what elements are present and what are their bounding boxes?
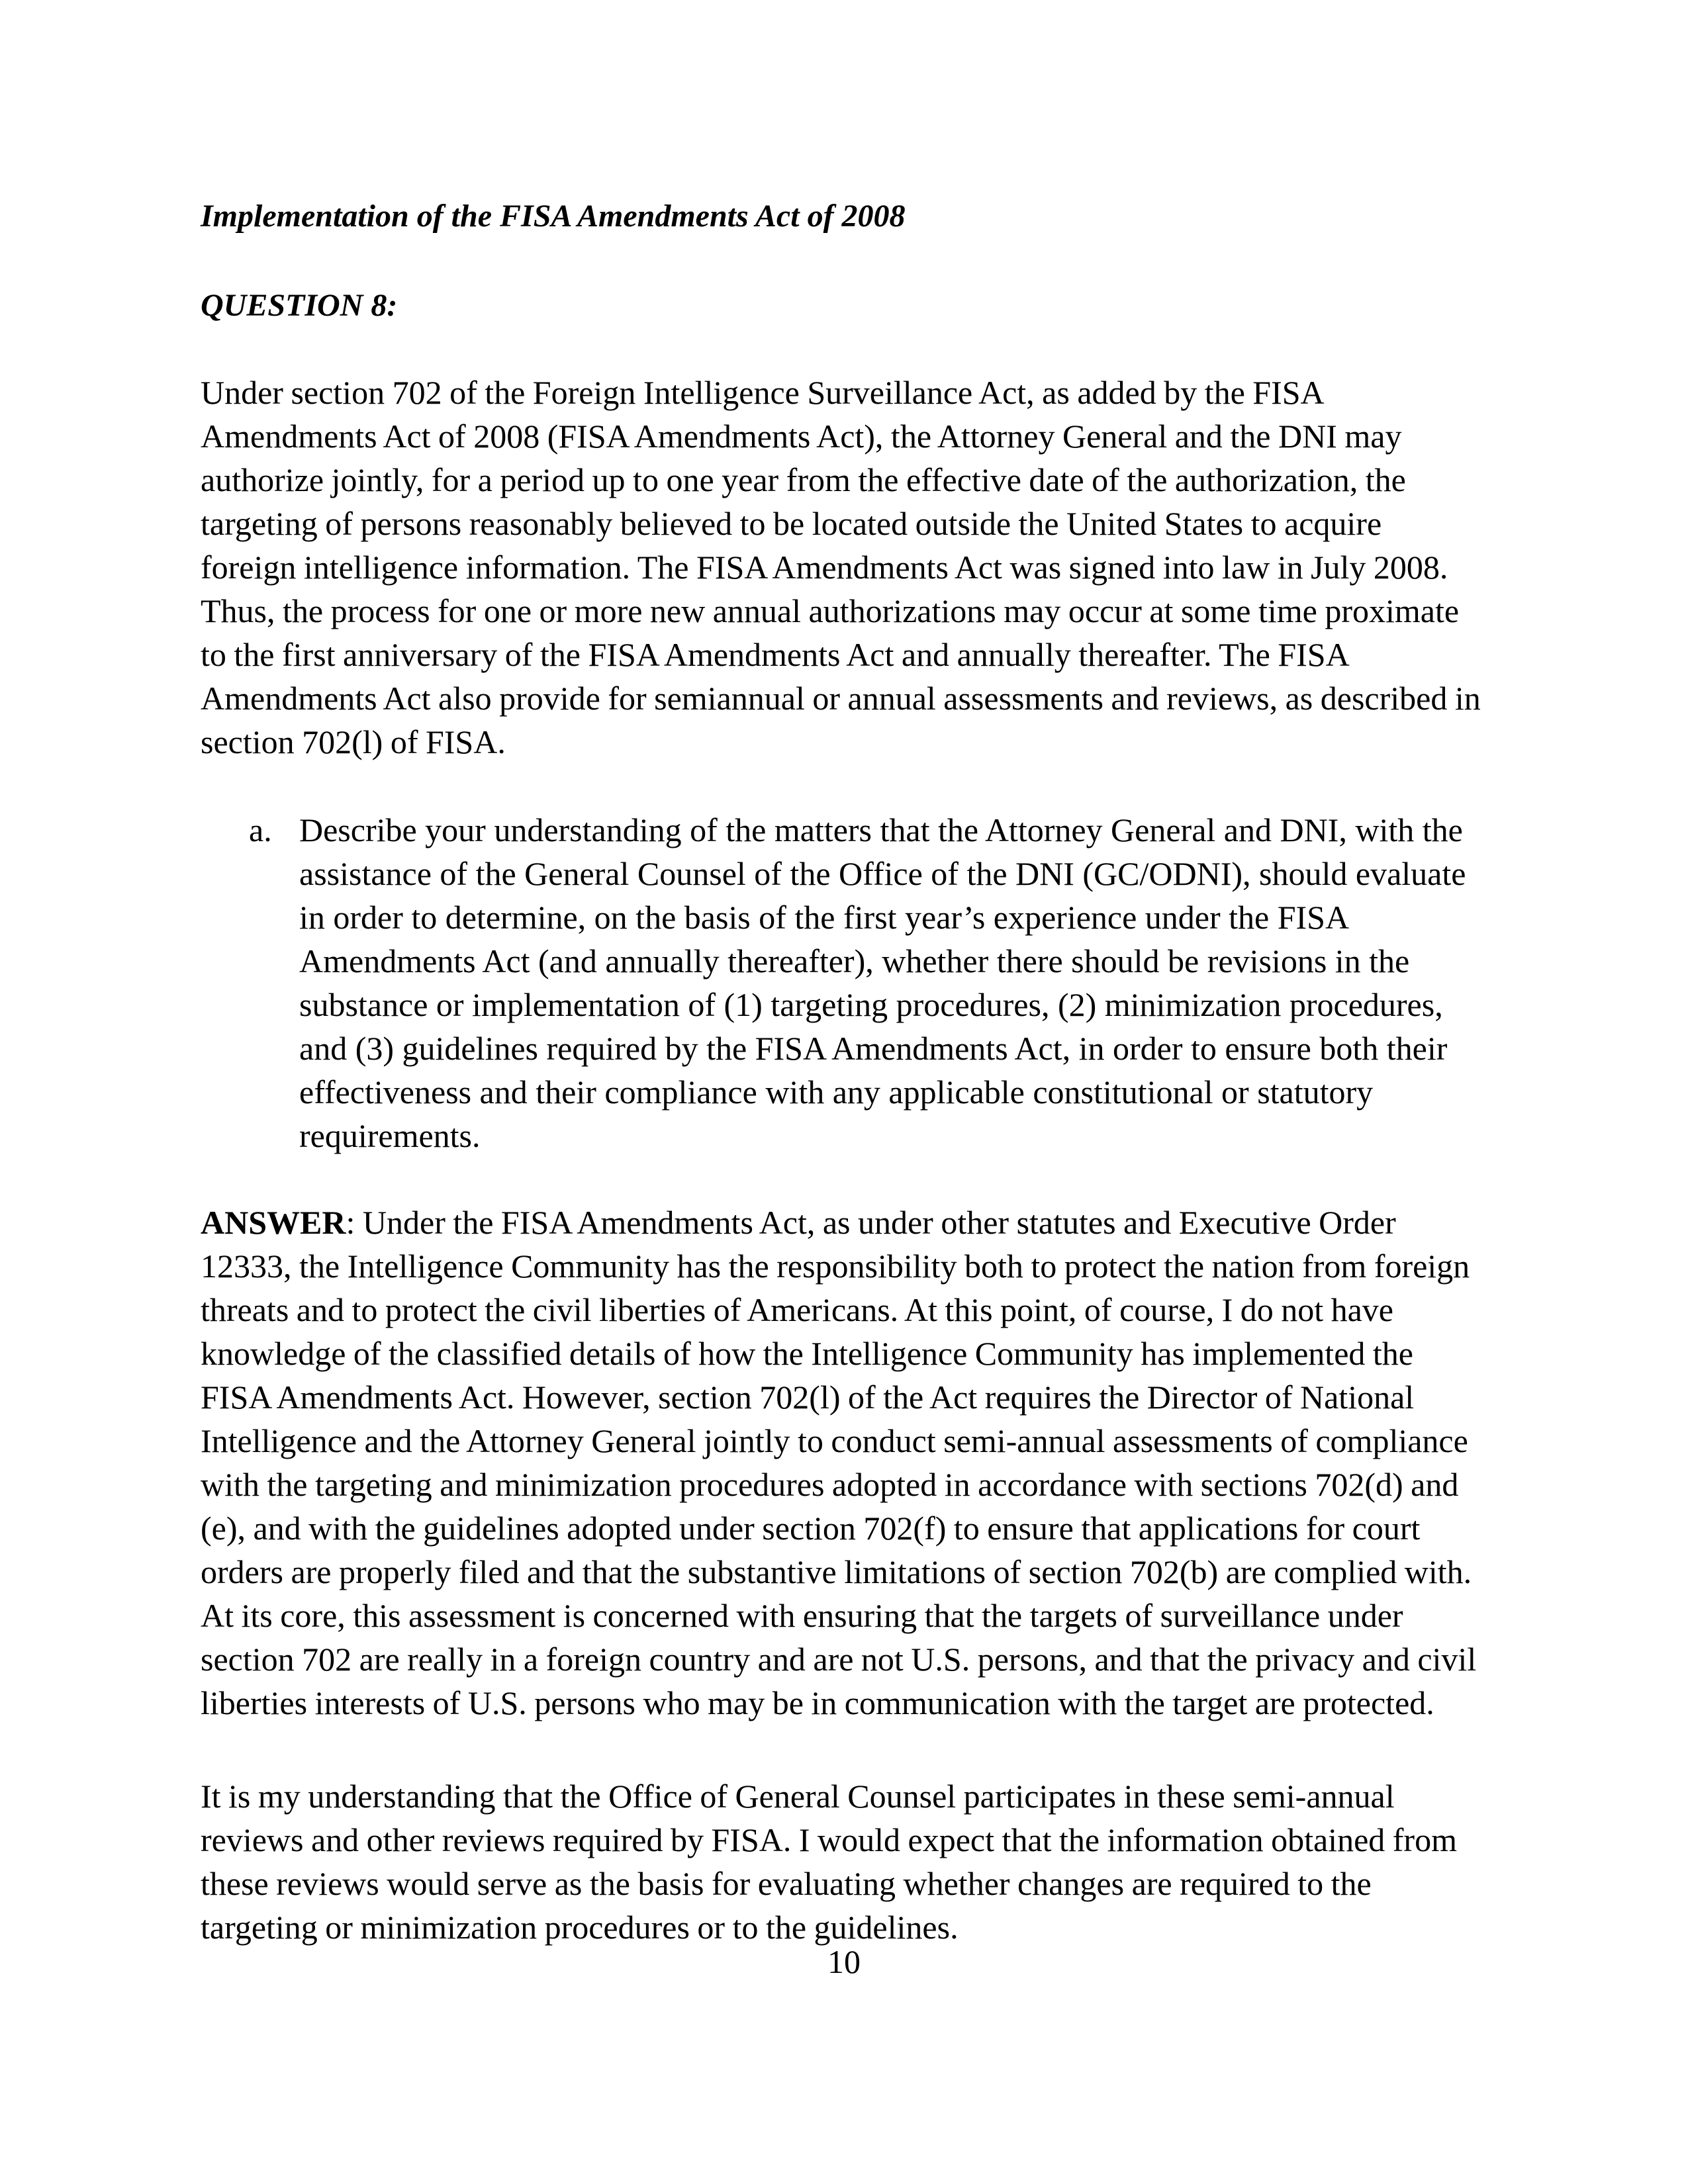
sub-question-list [249,808,1493,1158]
text-line: knowledge of the classified details of how the Intelligence Community has implemented the [201,1335,1413,1372]
question-label: QUESTION 8: [201,288,398,323]
text-line: Intelligence and the Attorney General jointly to conduct semi-annual assessments of compliance [201,1422,1468,1459]
text-line: Amendments Act (and annually thereafter), whether there should be revisions in the [299,942,1410,979]
answer-followup-paragraph [201,1774,1491,1949]
text-line: assistance of the General Counsel of the Office of the DNI (GC/ODNI), should evaluate [299,855,1466,892]
text-line: foreign intelligence information. The FISA Amendments Act was signed into law in July 2008. [201,549,1448,586]
text-line: orders are properly filed and that the substantive limitations of section 702(b) are complied with. [201,1553,1472,1590]
text-line: Describe your understanding of the matters that the Attorney General and DNI, with the [299,811,1463,848]
document-title: Implementation of the FISA Amendments Act of 2008 [201,199,906,234]
text-line: and (3) guidelines required by the FISA Amendments Act, in order to ensure both their [299,1030,1448,1067]
text-line: It is my understanding that the Office of General Counsel participates in these semi-annual [201,1778,1395,1815]
text-line: Under section 702 of the Foreign Intelligence Surveillance Act, as added by the FISA [201,374,1325,411]
text-line: to the first anniversary of the FISA Amendments Act and annually thereafter. The FISA [201,636,1350,673]
page-number: 10 [827,1943,861,1980]
text-line: targeting of persons reasonably believed to be located outside the United States to acquire [201,505,1382,542]
answer-paragraph [201,1201,1491,1725]
text-line: Thus, the process for one or more new annual authorizations may occur at some time proximate [201,592,1460,629]
text-line: section 702(l) of FISA. [201,723,506,760]
text-line: targeting or minimization procedures or to the guidelines. [201,1909,959,1946]
text-line: At its core, this assessment is concerned with ensuring that the targets of surveillance under [201,1597,1403,1634]
text-line: liberties interests of U.S. persons who may be in communication with the target are protected. [201,1684,1434,1721]
text-line: in order to determine, on the basis of the first year’s experience under the FISA [299,899,1350,936]
sub-question-a [249,808,1493,1158]
answer-first-line: Under the FISA Amendments Act, as under other statutes and Executive Order [362,1204,1396,1241]
text-line: effectiveness and their compliance with any applicable constitutional or statutory [299,1073,1374,1111]
text-line: requirements. [299,1117,481,1154]
text-line: (e), and with the guidelines adopted under section 702(f) to ensure that applications for court [201,1510,1421,1547]
text-line: threats and to protect the civil liberties of Americans. At this point, of course, I do not have [201,1291,1393,1328]
question-intro-paragraph [201,371,1491,764]
text-line: substance or implementation of (1) targeting procedures, (2) minimization procedures, [299,986,1443,1023]
text-line: 12333, the Intelligence Community has the responsibility both to protect the nation from foreign [201,1248,1470,1285]
answer-label-suffix: : [346,1204,363,1241]
text-line: section 702 are really in a foreign country and are not U.S. persons, and that the privacy and civil [201,1641,1477,1678]
text-line: with the targeting and minimization procedures adopted in accordance with sections 702(d) and [201,1466,1459,1503]
answer-label: ANSWER [201,1204,346,1241]
text-line [201,1201,1491,1244]
text-line: Amendments Act of 2008 (FISA Amendments Act), the Attorney General and the DNI may [201,418,1402,455]
text-line: FISA Amendments Act. However, section 702(l) of the Act requires the Director of National [201,1379,1415,1416]
text-line: Amendments Act also provide for semiannual or annual assessments and reviews, as described in [201,680,1481,717]
text-line: these reviews would serve as the basis for evaluating whether changes are required to the [201,1865,1372,1902]
text-line: authorize jointly, for a period up to one year from the effective date of the authorization, the [201,461,1406,498]
list-marker: a. [249,811,272,848]
text-line: reviews and other reviews required by FISA. I would expect that the information obtained from [201,1821,1457,1858]
